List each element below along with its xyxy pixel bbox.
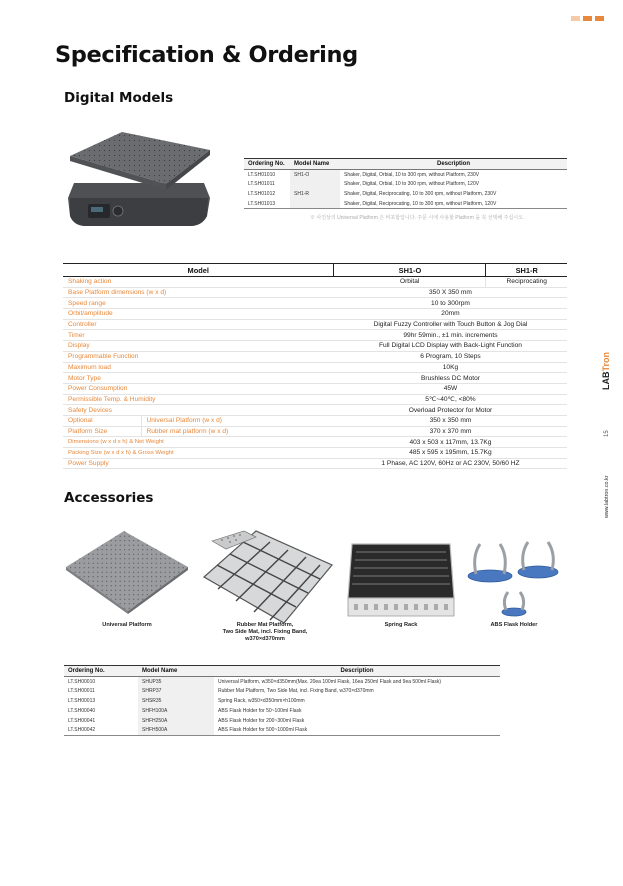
page-title: Specification & Ordering [55,42,358,68]
spec-row [63,309,567,320]
column-header: Model Name [290,159,340,170]
platform-note: ※ 사진상의 Universal Platform 은 비포함입니다. 주문 시에 사용할 Platform 을 꼭 선택해 주십시오. [310,215,525,221]
spec-label: Shaking action [63,277,334,288]
digital-models-heading: Digital Models [64,90,174,106]
description: ABS Flask Holder for 500~1000ml Flask [214,725,500,735]
column-header: Description [214,666,500,677]
spec-value: 5℃~40℃, <80% [334,394,567,405]
ordering-no: LT.SH00042 [64,725,138,735]
ordering-no: LT.SH00010 [68,678,96,685]
spring-rack-label: Spring Rack [384,622,418,628]
spec-row [63,458,567,469]
spec-label: Base Platform dimensions (w x d) [63,287,334,298]
description: Shaker, Digital, Reciprocating, 10 to 300 rpm, without Platform, 120V [340,199,567,209]
ordering-no: LT.SH01013 [244,199,290,209]
table-row [64,686,500,696]
column-header: Ordering No. [64,666,138,677]
corner-square [595,16,604,21]
spec-value: 350 x 350 mm [334,415,567,426]
model-name: SHUP35 [138,677,214,687]
description: ABS Flask Holder for 50~100ml Flask [218,707,302,714]
spec-row [63,362,567,373]
spec-header-row [63,264,567,277]
model-name: SHSR35 [138,696,214,706]
spec-sublabel: Rubber mat platform (w x d) [141,426,334,437]
model-name: SHFH500A [138,725,214,735]
spec-value: Reciprocating [486,277,567,288]
spec-value: 403 x 503 x 117mm, 13.7Kg [334,437,567,448]
model-name: SH1-R [290,189,340,199]
spec-value: Orbital [334,277,486,288]
table-row [64,706,500,716]
spec-value: 485 x 595 x 195mm, 15.7Kg [334,448,567,459]
spec-label: Display [63,341,334,352]
sh1-o-header: SH1-O [334,264,486,277]
corner-square [583,16,592,21]
spec-value: Overload Protector for Motor [334,405,567,416]
universal-platform-label: Universal Platform [102,622,152,628]
table-row [64,677,500,687]
spring-rack-image [344,538,458,624]
brand-lab: LAB [601,371,611,390]
spec-row [63,298,567,309]
spec-label: Timer [63,330,334,341]
ordering-no: LT.SH01010 [248,171,276,178]
spec-row [63,330,567,341]
spec-label: Safety Devices [63,405,334,416]
spec-label: Optional [63,415,141,426]
spec-value: 20mm [334,309,567,320]
flask-holder-label: ABS Flask Holder [490,622,538,628]
website-url: www.labtron.co.kr [604,475,610,518]
spec-row [63,287,567,298]
spec-label: Speed range [63,298,334,309]
model-name: SHRP37 [138,686,214,696]
table-row [64,725,500,735]
spec-row [63,341,567,352]
ordering-no: LT.SH00013 [68,697,96,704]
table-header-row [64,666,500,677]
table-row [244,170,567,180]
spec-sublabel: Universal Platform (w x d) [141,415,334,426]
specification-table [63,263,567,469]
spec-row [63,415,567,426]
description: ABS Flask Holder for 200~300ml Flask [218,717,305,724]
digital-shaker-image [62,128,214,234]
rubber-mat-platform-image [200,527,334,629]
spec-row [63,448,567,459]
sh1-r-header: SH1-R [486,264,567,277]
spec-label: Motor Type [63,373,334,384]
spec-row [63,277,567,288]
ordering-no: LT.SH00040 [68,707,96,714]
spec-value: Full Digital LCD Display with Back-Light Function [334,341,567,352]
spec-row [63,319,567,330]
flask-holder-image [466,540,562,624]
corner-accent [571,16,604,21]
spec-value: 10 to 300rpm [334,298,567,309]
ordering-no: LT.SH01011 [248,181,275,188]
ordering-no: LT.SH01012 [248,190,276,197]
table-header-row [244,159,567,170]
spec-value: 370 x 370 mm [334,426,567,437]
spec-label: Programmable Function [63,351,334,362]
table-row [64,696,500,706]
spec-row [63,351,567,362]
table-row [244,189,567,199]
column-header: Description [340,159,567,170]
model-name [290,179,340,189]
description: Shaker, Digital, Orbial, 10 to 300 rpm, without Platform, 230V [344,171,480,178]
spec-value: 1 Phase, AC 120V, 60Hz or AC 230V, 50/60 HZ [334,458,567,469]
corner-square [571,16,580,21]
accessories-ordering-table [64,665,500,736]
label-line: Rubber Mat Platform, [236,622,294,628]
spec-value: 6 Program, 10 Steps [334,351,567,362]
model-name: SHFH250A [138,716,214,726]
spec-value: 99hr 59min., ±1 min. increments [334,330,567,341]
column-header: Model Name [138,666,214,677]
spec-label: Orbit/amplitude [63,309,334,320]
side-brand-logo [601,352,611,390]
spec-label: Platform Size [63,426,141,437]
spec-label: Power Consumption [63,383,334,394]
spec-label: Maximum load [63,362,334,373]
spec-value: 350 X 350 mm [334,287,567,298]
spec-label: Controller [63,319,334,330]
table-row [64,716,500,726]
ordering-no: LT.SH00011 [68,688,95,695]
spec-row [63,373,567,384]
brand-tron: Tron [601,352,611,372]
universal-platform-image [64,525,190,621]
accessories-heading: Accessories [64,490,154,506]
description: Rubber Mat Platform, Two Side Mat, incl. Fixing Band, w370×d370mm [218,688,374,695]
digital-models-ordering-table [244,158,567,209]
spec-label: Power Supply [63,458,334,469]
description: Shaker, Digital, Reciprocating, 10 to 300 rpm, without Platform, 230V [344,190,497,197]
spec-value: Brushless DC Motor [334,373,567,384]
ordering-no: LT.SH00041 [68,717,96,724]
label-line: w370×d370mm [245,636,285,642]
column-header: Ordering No. [244,159,290,170]
spec-value: Digital Fuzzy Controller with Touch Button & Jog Dial [334,319,567,330]
rubber-mat-platform-label [200,622,330,643]
model-name: SHFH100A [138,706,214,716]
model-name [290,199,340,209]
spec-row [63,383,567,394]
spec-value: 45W [334,383,567,394]
spec-value: 10Kg [334,362,567,373]
spec-label: Permissible Temp. & Humidity [63,394,334,405]
model-header: Model [63,264,334,277]
spec-row [63,405,567,416]
table-row [244,199,567,209]
spec-label: Dimensions (w x d x h) & Net Weight [63,437,334,448]
spec-row [63,437,567,448]
description: Shaker, Digital, Orbial, 10 to 300 rpm, without Platform, 120V [344,181,480,188]
spec-row [63,394,567,405]
label-line: Two Side Mat, incl. Fixing Band, [222,629,308,635]
description: Universal Platform, w350×d350mm(Max. 20ea 100ml Flask, 16ea 250ml Flask and 9ea 500ml Flask) [218,678,442,685]
spec-label: Packing Size (w x d x h) & Gross Weight [63,448,334,459]
model-name: SH1-O [290,170,340,180]
table-row [244,179,567,189]
spec-row [63,426,567,437]
description: Spring Rack, w350×d350mm×h100mm [218,697,305,704]
page-number: 15 [604,430,610,437]
